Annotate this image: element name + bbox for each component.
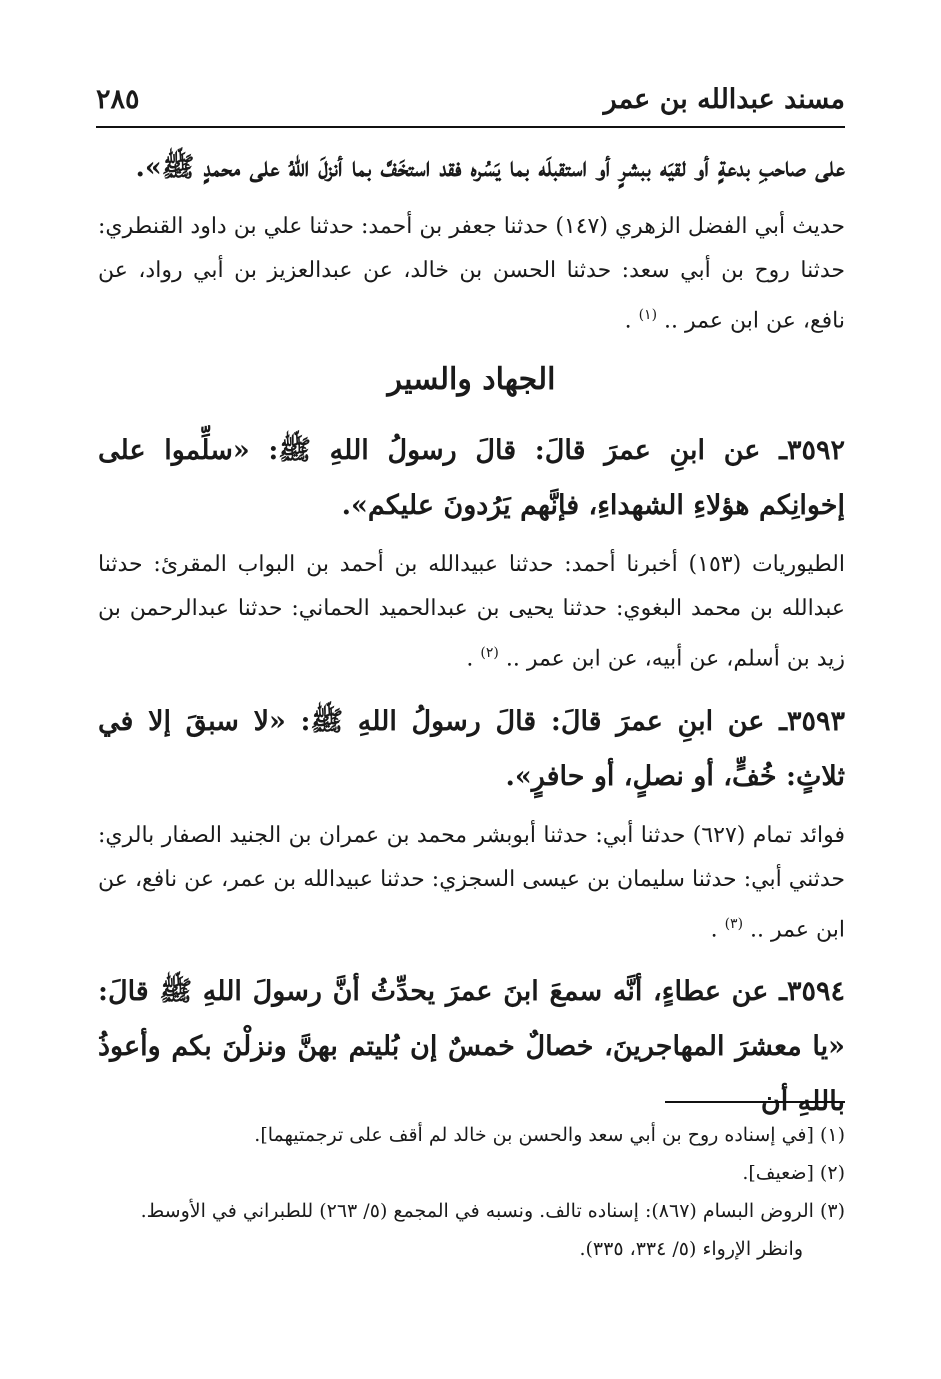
footnote-2: (٢) [ضعيف]. [742,1162,845,1184]
hadith-3594 [98,964,845,1129]
hadith-text: ٣٥٩٢ـ عن ابنِ عمرَ قالَ: قالَ رسولُ اللهِ ﷺ: «سلِّموا على إخوانِكم هؤلاءِ الشهداءِ، فإنَّهم يَرُدونَ عليكم». [98,435,845,522]
footnote-divider [665,1101,845,1103]
footnote-1: (١) [في إسناده روح بن أبي سعد والحسن بن خالد لم أقف على ترجمتيهما]. [254,1124,845,1146]
hadith-text: ٣٥٩٤ـ عن عطاءٍ، أنَّه سمعَ ابنَ عمرَ يحدِّثُ أنَّ رسولَ اللهِ ﷺ قالَ: «يا معشرَ المهاجرينَ، خصالٌ خمسٌ إن بُليتم بهنَّ ونزلْنَ بكم وأعوذُ باللهِ أن [98,975,845,1117]
footnote-3-line-1: (٣) الروض البسام (٨٦٧): إسناده تالف. ونسبه في المجمع (٥/ ٢٦٣) للطبراني في الأوسط. [140,1200,845,1222]
running-title: مسند عبدالله بن عمر [603,84,845,115]
section-title: الجهاد والسير [387,362,556,398]
footnote-3 [96,1192,845,1268]
page-number: ٢٨٥ [96,84,140,115]
hadith-continuation [98,140,845,195]
hadith-3592 [98,423,845,533]
source-text: فوائد تمام (٦٢٧) حدثنا أبي: حدثنا أبوبشر محمد بن عمران بن الجنيد الصفار بالري: حدثني أبي: حدثنا سليمان بن عيسى السجزي: حدثنا عبيدالله بن عمر، عن نافع، عن ابن عمر .. [98,822,845,942]
footnotes [96,1116,845,1268]
hadith-text: على صاحبِ بدعةٍ أو لقيَه ببشرٍ أو استقبلَه بما يَسُره فقد استخَفَّ بما أنزلَ اللهُ على محمدٍ ﷺ». [135,152,845,183]
source-paragraph: فوائد تمام (٦٢٧) حدثنا أبي: حدثنا أبوبشر محمد بن عمران بن الجنيد الصفار بالري: حدثني أبي: حدثنا سليمان بن عيسى السجزي: حدثنا عبيدالله بن عمر، عن نافع، عن ابن عمر .. $^{(٣)}$ . [98,822,845,942]
source-text: حديث أبي الفضل الزهري (١٤٧) حدثنا جعفر بن أحمد: حدثنا علي بن داود القنطري: حدثنا روح بن أبي سعد: حدثنا الحسن بن خالد، عن عبدالعزيز بن أبي رواد، عن نافع، عن ابن عمر .. [98,214,845,334]
footnote-3-line-2: وانظر الإرواء (٥/ ٣٣٤، ٣٣٥). [579,1238,803,1260]
main-text [98,140,845,1139]
footnote-ref: (٢) [480,645,499,662]
hadith-3593 [98,694,845,804]
source-paragraph: حديث أبي الفضل الزهري (١٤٧) حدثنا جعفر بن أحمد: حدثنا علي بن داود القنطري: حدثنا روح بن أبي سعد: حدثنا الحسن بن خالد، عن عبدالعزيز بن أبي رواد، عن نافع، عن ابن عمر .. $^{(١)}$ . [98,214,845,334]
source-paragraph: الطيوريات (١٥٣) أخبرنا أحمد: حدثنا عبيدالله بن أحمد بن البواب المقرئ: حدثنا عبدالله بن محمد البغوي: حدثنا يحيى بن عبدالحميد الحماني: حدثنا عبدالرحمن بن زيد بن أسلم، عن أبيه، عن ابن عمر .. $^{(٢)}$ . [98,552,846,672]
footnote-ref: (٣) [724,915,744,932]
hadith-text: ٣٥٩٣ـ عن ابنِ عمرَ قالَ: قالَ رسولُ اللهِ ﷺ: «لا سبقَ إلا في ثلاثٍ: خُفٍّ، أو نصلٍ، أو حافرٍ». [98,705,845,792]
source-text: الطيوريات (١٥٣) أخبرنا أحمد: حدثنا عبيدالله بن أحمد بن البواب المقرئ: حدثنا عبدالله بن محمد البغوي: حدثنا يحيى بن عبدالحميد الحماني: حدثنا عبدالرحمن بن زيد بن أسلم، عن أبيه، عن ابن عمر .. [98,552,846,672]
page-header [96,78,845,128]
footnote-ref: (١) [638,307,658,323]
